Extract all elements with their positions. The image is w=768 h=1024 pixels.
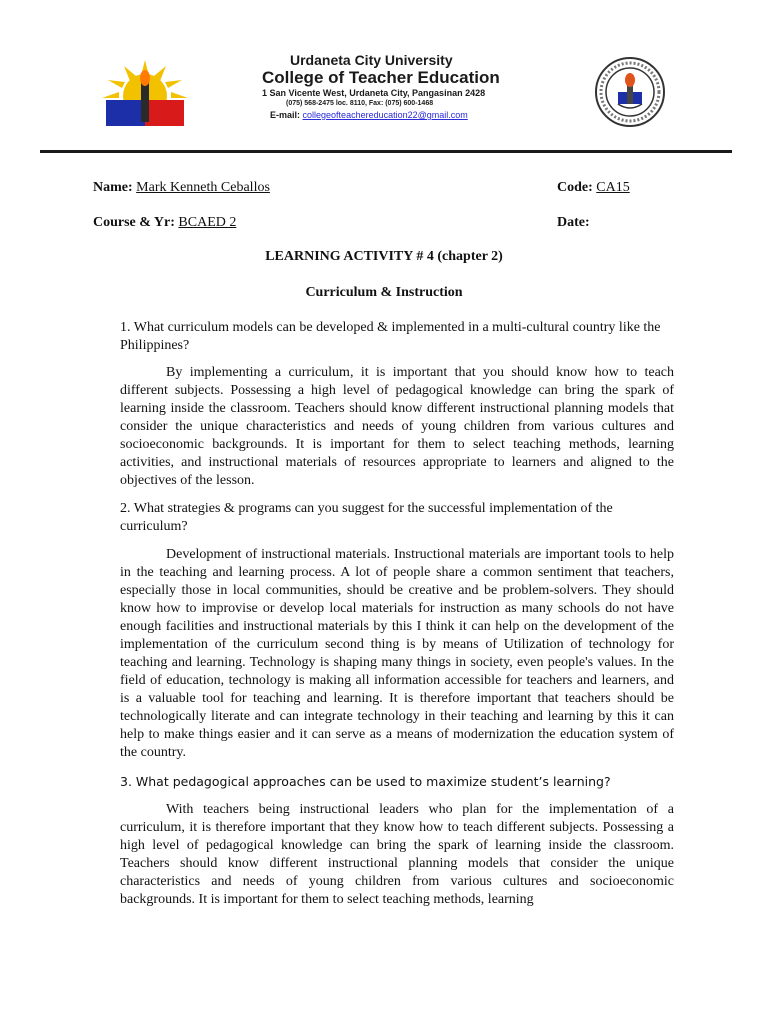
- answer-3: With teachers being instructional leaders who plan for the implementation of a curriculum, it is therefore important that they know how to teach different subjects. Possessing a high level of pedagogical knowledge can bring the spark of learning inside the classroom. Teachers should know different instructional planning models that consider the unique characteristics and needs of young children from various cultures and socioeconomic backgrounds. It is important for them to select teaching methods, learning: [120, 802, 674, 907]
- header-divider: [40, 150, 732, 153]
- name-field: [93, 179, 270, 197]
- email-line: [270, 109, 542, 121]
- address: 1 San Vicente West, Urdaneta City, Pangasinan 2428: [262, 88, 486, 98]
- answer-2: Development of instructional materials. Instructional materials are important tools to help in the teaching and learning process. A lot of people share a common sentiment that teachers, especially those in local communities, should be creative and be problem-solvers. They should know how to improvise or develop local materials for instruction as many schools do not have enough facilities and instructional materials by this I think it can help on the development of the implementation of the curriculum second thing is by means of Utilization of technology for teaching and learning. Technology is shaping many things in society, even people's values. In the field of education, technology is making all information accessible for teachers and learners, and is a valuable tool for teaching and learning. It is therefore important that teachers should be technologically literate and can integrate technology in their teaching and learning by this it can help to make things easier and it can serve as a means of modernization the education system of the country.: [120, 547, 674, 760]
- activity-title: LEARNING ACTIVITY # 4 (chapter 2): [265, 249, 503, 264]
- course-field: [93, 214, 236, 232]
- subject-title: Curriculum & Instruction: [305, 285, 463, 300]
- question-1: 1. What curriculum models can be developed & implemented in a multi-cultural country like the Philippines?: [120, 320, 661, 353]
- question-2: 2. What strategies & programs can you suggest for the successful implementation of the curriculum?: [120, 501, 613, 534]
- course-label: Course & Yr:: [93, 215, 175, 230]
- university-name: Urdaneta City University: [290, 52, 453, 68]
- course-value: BCAED 2: [178, 215, 237, 230]
- phone: (075) 568-2475 loc. 8110, Fax: (075) 600-1468: [286, 100, 434, 107]
- college-sun-logo-icon: [100, 56, 190, 128]
- code-field: [557, 179, 630, 197]
- name-value: Mark Kenneth Ceballos: [136, 180, 270, 195]
- code-label: Code:: [557, 180, 593, 195]
- date-label: Date:: [557, 215, 590, 230]
- email-label: E-mail:: [270, 110, 301, 120]
- letterhead: [0, 0, 768, 150]
- email-link[interactable]: collegeofteachereducation22@gmail.com: [302, 110, 468, 120]
- answer-1: By implementing a curriculum, it is important that you should know how to teach different subjects. Possessing a high level of pedagogical knowledge can bring the spark of learning inside the classroom. Teachers should know different instructional planning models that consider the unique characteristics and needs of young children from various cultures and socioeconomic backgrounds. It is important for them to select teaching methods, learning activities, and instructional materials of resources appropriate to learners and aligned to the objectives of the lesson.: [120, 365, 674, 488]
- college-name: College of Teacher Education: [262, 68, 500, 87]
- question-3: 3. What pedagogical approaches can be used to maximize student’s learning?: [120, 774, 611, 789]
- name-label: Name:: [93, 180, 133, 195]
- code-value: CA15: [596, 180, 630, 195]
- university-seal-icon: [594, 56, 666, 128]
- date-field: [557, 214, 590, 232]
